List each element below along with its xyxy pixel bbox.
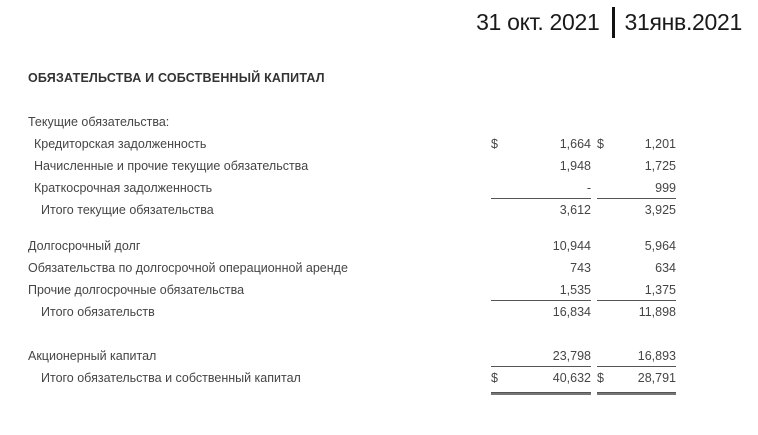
value-col1: -	[586, 180, 591, 195]
double-rule-spacer	[0, 392, 491, 395]
value-col1: 10,944	[552, 239, 591, 253]
value-col2: 1,201	[644, 137, 676, 151]
table-row	[0, 155, 758, 177]
table-rows	[0, 111, 758, 389]
row-right-pad	[676, 301, 758, 323]
row-right-pad	[676, 199, 758, 221]
col2-cell	[597, 257, 676, 279]
value-col1: 1,664	[559, 137, 591, 151]
row-label: Кредиторская задолженность	[34, 137, 207, 151]
col1-cell	[491, 177, 591, 199]
currency-symbol-col2: $	[597, 137, 604, 151]
row-label: Начисленные и прочие текущие обязательства	[34, 159, 309, 173]
col2-cell	[597, 133, 676, 155]
double-rule-right-pad	[676, 392, 758, 395]
col2-cell	[597, 235, 676, 257]
value-col1: 16,834	[552, 305, 591, 319]
col1-cell	[491, 345, 591, 367]
row-right-pad	[676, 257, 758, 279]
table-row	[0, 177, 758, 199]
value-col2: 1,375	[644, 282, 676, 297]
col1-cell	[491, 133, 591, 155]
row-label: Долгосрочный долг	[28, 239, 141, 253]
value-col2: 3,925	[644, 203, 676, 217]
row-right-pad	[676, 177, 758, 199]
date-col2-label: 31янв.2021	[624, 9, 742, 35]
col2-cell	[597, 111, 676, 133]
row-label: Прочие долгосрочные обязательства	[28, 283, 245, 297]
liabilities-equity-table	[0, 111, 758, 395]
col2-cell	[597, 199, 676, 221]
section-title: ОБЯЗАТЕЛЬСТВА И СОБСТВЕННЫЙ КАПИТАЛ	[28, 71, 325, 85]
col1-cell	[491, 257, 591, 279]
row-label: Итого обязательств	[41, 305, 155, 319]
date-divider	[612, 7, 615, 38]
row-right-pad	[676, 367, 758, 389]
row-label: Обязательства по долгосрочной операционной аренде	[28, 261, 348, 275]
col1-cell	[491, 279, 591, 301]
value-col2: 28,791	[637, 371, 676, 385]
row-right-pad	[676, 345, 758, 367]
col2-cell	[597, 155, 676, 177]
col2-cell	[597, 367, 676, 389]
value-col2: 1,725	[644, 159, 676, 173]
currency-symbol-col1: $	[491, 371, 498, 385]
row-right-pad	[676, 155, 758, 177]
col1-cell	[491, 155, 591, 177]
date-header	[476, 7, 742, 38]
double-rule	[0, 392, 758, 395]
value-col1: 1,948	[559, 159, 591, 173]
table-row	[0, 235, 758, 257]
col1-cell	[491, 301, 591, 323]
double-rule-col1	[491, 392, 591, 395]
currency-symbol-col2: $	[597, 371, 604, 385]
value-col2: 999	[655, 180, 676, 195]
col1-cell	[491, 367, 591, 389]
row-right-pad	[676, 279, 758, 301]
double-rule-col2	[597, 392, 676, 395]
value-col2: 634	[655, 261, 676, 275]
row-right-pad	[676, 111, 758, 133]
table-row	[0, 345, 758, 367]
col1-cell	[491, 199, 591, 221]
col1-cell	[491, 235, 591, 257]
value-col1: 1,535	[559, 282, 591, 297]
col2-cell	[597, 177, 676, 199]
row-label: Текущие обязательства:	[28, 115, 170, 129]
table-row	[0, 111, 758, 133]
table-row	[0, 133, 758, 155]
row-label: Итого обязательства и собственный капитал	[41, 371, 301, 385]
table-row	[0, 301, 758, 323]
col1-cell	[491, 111, 591, 133]
row-right-pad	[676, 235, 758, 257]
table-row	[0, 257, 758, 279]
col2-cell	[597, 345, 676, 367]
value-col1: 743	[570, 261, 591, 275]
value-col1: 23,798	[552, 348, 591, 363]
table-row	[0, 199, 758, 221]
value-col2: 5,964	[644, 239, 676, 253]
value-col2: 16,893	[637, 348, 676, 363]
row-label: Итого текущие обязательства	[41, 203, 214, 217]
table-row	[0, 279, 758, 301]
value-col2: 11,898	[638, 305, 676, 319]
date-col1-label: 31 окт. 2021	[476, 9, 600, 35]
row-label: Краткосрочная задолженность	[34, 181, 213, 195]
value-col1: 40,632	[552, 371, 591, 385]
row-right-pad	[676, 133, 758, 155]
col2-cell	[597, 279, 676, 301]
table-row	[0, 367, 758, 389]
col2-cell	[597, 301, 676, 323]
value-col1: 3,612	[559, 203, 591, 217]
row-label: Акционерный капитал	[28, 349, 157, 363]
currency-symbol-col1: $	[491, 137, 498, 151]
